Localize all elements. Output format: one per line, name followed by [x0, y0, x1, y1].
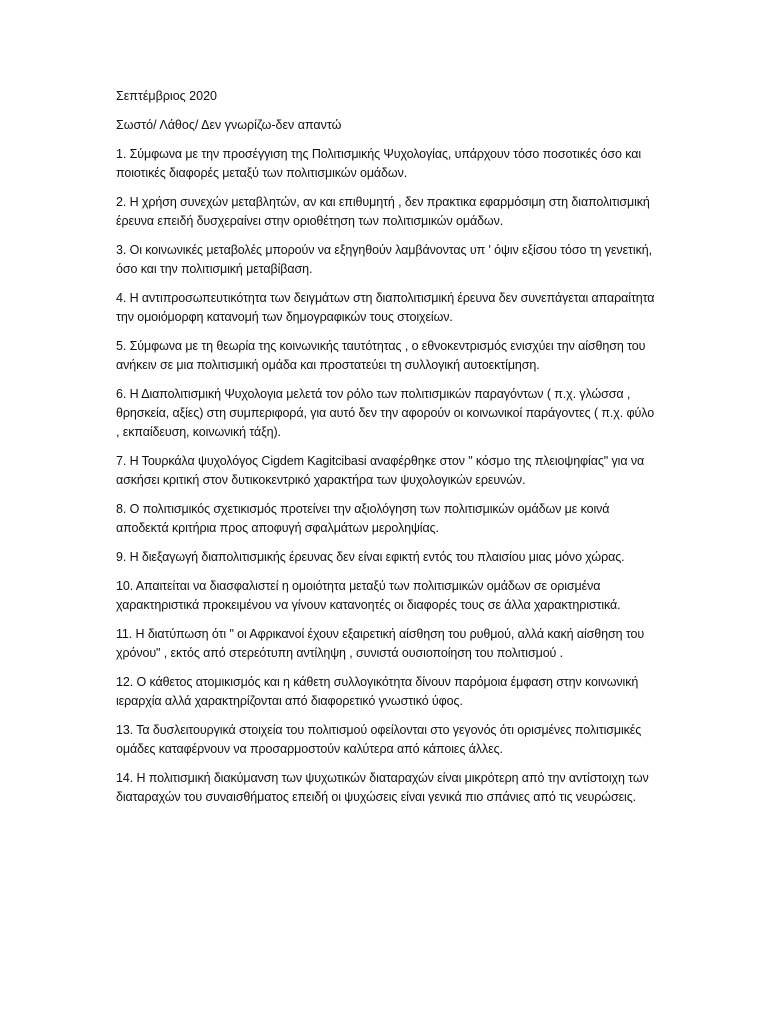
question-2: 2. Η χρήση συνεχών μεταβλητών, αν και επιθυμητή , δεν πρακτικα εφαρμόσιμη στη διαπολιτισμική έρευνα επειδή δυσχεραίνει στην οριοθέτηση των πολιτισμικών ομάδων. — [116, 195, 650, 228]
question-10: 10. Απαιτείται να διασφαλιστεί η ομοιότητα μεταξύ των πολιτισμικών ομάδων σε ορισμένα χαρακτηριστικά προκειμένου να γίνουν κατανοητές οι διαφορές τους σε άλλα χαρακτηριστικά. — [116, 579, 621, 612]
question-7: 7. Η Τουρκάλα ψυχολόγος Cigdem Kagitcibasi αναφέρθηκε στον " κόσμο της πλειοψηφίας" για να ασκήσει κριτική στον δυτικοκεντρικό χαρακτήρα των ψυχολογικών ερευνών. — [116, 454, 645, 487]
question-3: 3. Οι κοινωνικές μεταβολές μπορούν να εξηγηθούν λαμβάνοντας υπ ' όψιν εξίσου τόσο τη γενετική, όσο και την πολιτισμική μεταβίβαση. — [116, 243, 652, 276]
question-6: 6. Η Διαπολιτισμική Ψυχολογια μελετά τον ρόλο των πολιτισμικών παραγόντων ( π.χ. γλώσσα , θρησκεία, αξίες) στη συμπεριφορά, για αυτό δεν την αφορούν οι κοινωνικοί παράγοντες ( π.χ. φύλο , εκπαίδευση, κοινωνική τάξη). — [116, 387, 655, 439]
question-4: 4. Η αντιπροσωπευτικότητα των δειγμάτων στη διαπολιτισμική έρευνα δεν συνεπάγεται απαραίτητα την ομοιόμορφη κατανομή των δημογραφικών τους στοιχείων. — [116, 291, 655, 324]
question-13: 13. Τα δυσλειτουργικά στοιχεία του πολιτισμού οφείλονται στο γεγονός ότι ορισμένες πολιτισμικές ομάδες καταφέρνουν να προσαρμοστούν καλύτερα από κάποιες άλλες. — [116, 723, 642, 756]
question-9: 9. Η διεξαγωγή διαπολιτισμικής έρευνας δεν είναι εφικτή εντός του πλαισίου μιας μόνο χώρας. — [116, 550, 625, 564]
answer-instructions: Σωστό/ Λάθος/ Δεν γνωρίζω-δεν απαντώ — [116, 118, 342, 132]
document-content — [116, 87, 656, 817]
document-date: Σεπτέμβριος 2020 — [116, 89, 217, 103]
question-list — [116, 145, 656, 807]
question-1: 1. Σύμφωνα με την προσέγγιση της Πολιτισμικής Ψυχολογίας, υπάρχουν τόσο ποσοτικές όσο και ποιοτικές διαφορές μεταξύ των πολιτισμικών ομάδων. — [116, 147, 642, 180]
question-8: 8. Ο πολιτισμικός σχετικισμός προτείνει την αξιολόγηση των πολιτισμικών ομάδων με κοινά αποδεκτά κριτήρια προς αποφυγή σφαλμάτων μεροληψίας. — [116, 502, 610, 535]
question-12: 12. Ο κάθετος ατομικισμός και η κάθετη συλλογικότητα δίνουν παρόμοια έμφαση στην κοινωνική ιεραρχία αλλά χαρακτηρίζονται από διαφορετικό γνωστικό ύφος. — [116, 675, 639, 708]
question-11: 11. Η διατύπωση ότι " οι Αφρικανοί έχουν εξαιρετική αίσθηση του ρυθμού, αλλά κακή αίσθηση του χρόνου" , εκτός από στερεότυπη αντίληψη , συνιστά ουσιοποίηση του πολιτισμού . — [116, 627, 645, 660]
question-14: 14. Η πολιτισμική διακύμανση των ψυχωτικών διαταραχών είναι μικρότερη από την αντίστοιχη των διαταραχών του συναισθήματος επειδή οι ψυχώσεις είναι γενικά πιο σπάνιες από τις νευρώσεις. — [116, 771, 649, 804]
question-5: 5. Σύμφωνα με τη θεωρία της κοινωνικής ταυτότητας , ο εθνοκεντρισμός ενισχύει την αίσθηση του ανήκειν σε μια πολιτισμική ομάδα και προστατεύει τη συλλογική αυτοεκτίμηση. — [116, 339, 646, 372]
